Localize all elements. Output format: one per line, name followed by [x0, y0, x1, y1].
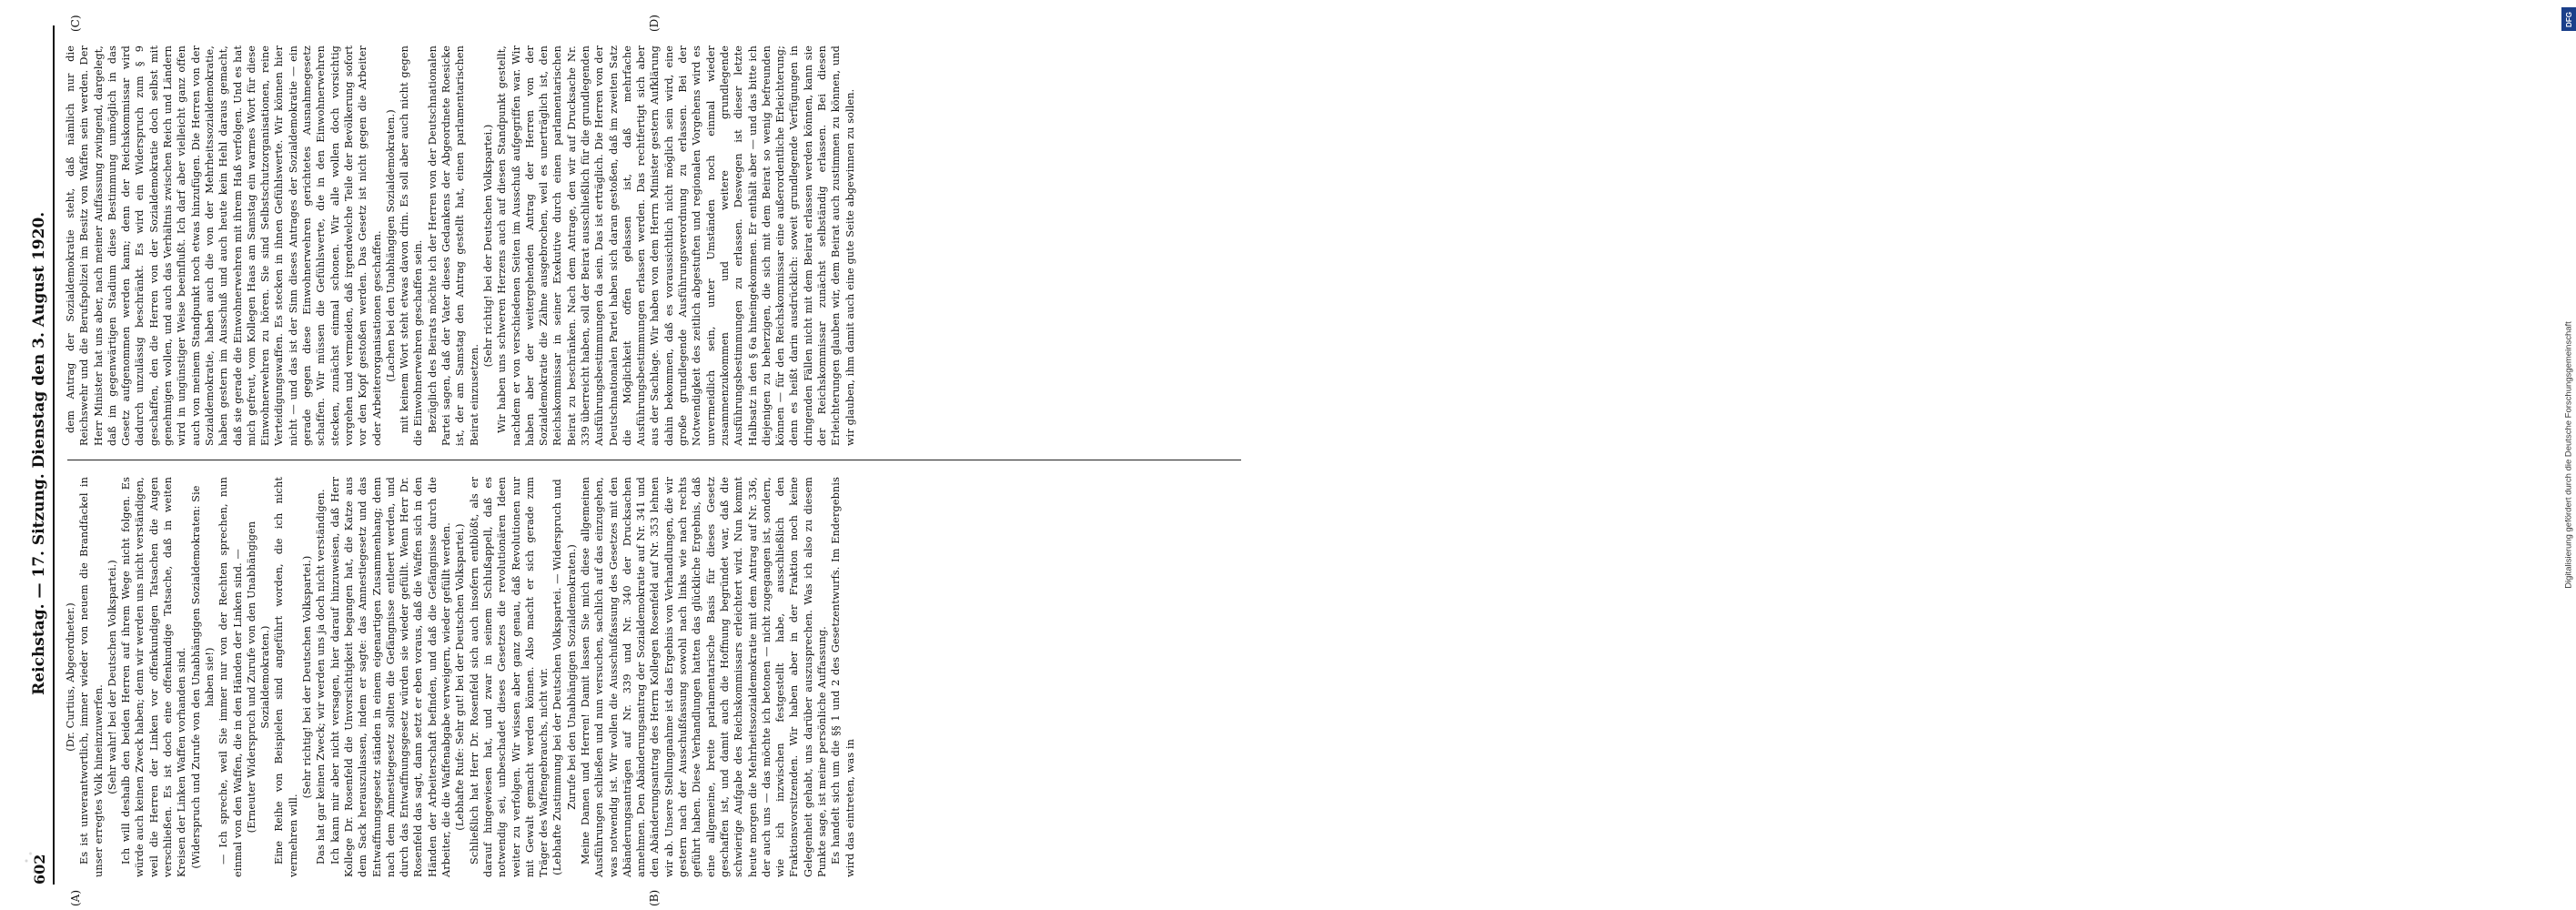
parenthetical-remark: (Sehr richtig! bei der Deutschen Volkspartei.): [301, 555, 314, 799]
left-text-column: [64, 477, 1265, 877]
right-text-column: [64, 46, 1265, 446]
digitization-sidebar: [1278, 0, 2574, 910]
paragraph: mit keinem Wort steht etwas davon drin. Es soll aber auch nicht gegen die Einwohnerwehren geschaffen sein.: [399, 46, 425, 446]
paragraph: Ich will deshalb den beiden Herren auf ihrem Wege nicht folgen. Es würde auch keinen Zweck haben; denn wir werden uns nicht verständigen, weil die Herren der Linken vor offenkundigen Tatsachen die Augen verschließen. Es ist doch eine offenkundige Tatsache, daß in weiten Kreisen der Linken Waffen vorhanden sind.: [120, 477, 188, 877]
parenthetical-remark: (Lachen bei den Unabhängigen Sozialdemokraten.): [384, 109, 397, 382]
paragraph: Es ist unverantwortlich, immer wieder von neuem die Brandfackel in unser erregtes Volk hineinzuwerfen.: [78, 477, 105, 877]
margin-letter-b: (B): [648, 889, 661, 906]
paragraph: Eine Reihe von Beispielen sind angeführt worden, die ich nicht vermehren will.: [273, 477, 299, 877]
parenthetical-remark: (Lebhafte Zustimmung bei der Deutschen Volkspartei. — Widerspruch und Zurufe bei den Unabhängigen Sozialdemokraten.): [551, 479, 578, 875]
margin-letter-d: (D): [648, 15, 661, 32]
paragraph: — Ich spreche, weil Sie immer nur von der Rechten sprechen, nun einmal von den Waffen, die in den Händen der Linken sind. —: [217, 477, 244, 877]
dfg-logo-icon: DFG: [2561, 7, 2576, 31]
parenthetical-remark: (Erneuter Widerspruch und Zurufe von den Unabhängigen Sozialdemokraten.): [245, 521, 272, 834]
margin-letter-c: (C): [69, 15, 82, 32]
margin-letter-a: (A): [69, 889, 82, 906]
paragraph: Schließlich hat Herr Dr. Rosenfeld sich auch insofern entblößt, als er darauf hingewiesen hat, und zwar in seinem Schlußappell, daß es notwendig sei, unbeschadet dieses Gesetzes die revolutionären Ideen weiter zu verfolgen. Wir wissen aber ganz genau, daß Revolutionen nur mit Gewalt gemacht werden können. Also macht er sich gerade zum Träger des Waffengebrauchs, nicht wir.: [468, 477, 551, 877]
paragraph: Meine Damen und Herren! Damit lassen Sie mich diese allgemeinen Ausführungen schließen und nun versuchen, sachlich auf das einzugehen, was notwendig ist. Wir wollen die Ausschußfassung des Gesetzes mit den Abänderungsanträgen auf Nr. 339 und Nr. 340 der Drucksachen annehmen. Den Abänderungsantrag der Sozialdemokratie auf Nr. 341 und den Abänderungsantrag des Herrn Kollegen Rosenfeld auf Nr. 353 lehnen wir ab. Unsere Stellungnahme ist das Ergebnis von Verhandlungen, die wir gestern nach der Ausschußfassung sowohl nach links wie nach rechts geführt haben. Diese Verhandlungen hatten das glückliche Ergebnis, daß eine allgemeine, breite parlamentarische Basis für dieses Gesetz geschaffen ist, und damit auch die Hoffnung begründet war, daß die schwierige Aufgabe des Reichskommissars erleichtert wird. Nun kommt heute morgen die Mehrheitssozialdemokratie mit dem Antrag auf Nr. 336, der auch uns — das möchte ich betonen — nicht zugegangen ist, sondern, wie ich inzwischen festgestellt habe, ausschließlich den Fraktionsvorsitzenden. Wir haben aber in der Fraktion noch keine Gelegenheit gehabt, uns darüber auszusprechen. Was ich also zu diesem Punkte sage, ist meine persönliche Auffassung.: [579, 477, 829, 877]
page-spread: [0, 0, 1265, 910]
parenthetical-remark: (Sehr wahr! bei der Deutschen Volkspartei.): [106, 560, 118, 794]
parenthetical-remark: (Sehr richtig! bei der Deutschen Volkspartei.): [481, 124, 494, 368]
scan-speckle: [18, 846, 45, 883]
paragraph: Das hat gar keinen Zweck; wir werden uns ja doch nicht verständigen.: [315, 489, 328, 864]
paragraph: Ich kann mir aber nicht versagen, hier darauf hinzuweisen, daß Herr Kollege Dr. Rosenfeld die Unvorsichtigkeit begangen hat, die Katze aus dem Sack herauszulassen, indem er sagte: das Amnestiegesetz und das Entwaffnungsgesetz ständen in einem eigenartigen Zusammenhang; denn nach dem Amnestiegesetz sollten die Gefängnisse entleert werden, und durch das Entwaffnungsgesetz würden sie wieder gefüllt. Wenn Herr Dr. Rosenfeld das sagt, dann setzt er eben voraus, daß die Waffen sich in den Händen der Arbeiterschaft befinden, und daß die Gefängnisse durch die Arbeiter, die die Waffenabgabe verweigern, wieder gefüllt werden.: [328, 477, 453, 877]
digitization-credit: Digitalisierung gefördert durch die Deutsche Forschungsgemeinschaft: [2563, 321, 2574, 589]
paragraph: dem Antrag der Sozialdemokratie steht, daß nämlich nur die Reichswehr und die Berufspolizei im Besitz von Waffen sein werden. Der Herr Minister hat uns aber, nach meiner Auffassung zwingend, dargelegt, daß im gegenwärtigen Stadium diese Bestimmung unmöglich in das Gesetz aufgenommen werden kann; denn der Reichskommissar wird dadurch unzulässig beschränkt. Es wird ein Widerspruch zum § 9 geschaffen, den die Herren von der Sozialdemokratie doch selbst mit genehmigen wollen, und auch das Verhältnis zwischen Reich und Ländern wird in ungünstiger Weise beeinflußt. Ich darf aber vielleicht ganz offen auch von meinem Standpunkt noch etwas hinzufügen. Die Herren von der Sozialdemokratie, haben auch die von der Mehrheitssozialdemokratie, haben gestern im Ausschuß und auch heute kein Hehl daraus gemacht, daß sie gerade die Einwohnerwehren mit ihrem Haß verfolgen. Und es hat mich gefreut, vom Kollegen Haas am Samstag ein warmes Wort für diese Einwohnerwehren zu hören. Sie sind Selbstschutzorganisationen, reine Verteidigungswaffen. Es stecken in ihnen Gefühlswerte. Wir können hier nicht — und das ist der Sinn dieses Antrages der Sozialdemokratie — ein gerade gegen diese Einwohnerwehren gerichtetes Ausnahmegesetz schaffen. Wir müssen die Gefühlswerte, die in den Einwohnerwehren stecken, zunächst einmal schonen. Wir alle wollen doch vorsichtig vorgehen und vermeiden, daß irgendwelche Teile der Bevölkerung sofort vor den Kopf gestoßen werden. Das Gesetz ist nicht gegen die Arbeiter oder Arbeiterorganisationen geschaffen.: [65, 46, 383, 446]
parenthetical-remark: (Widerspruch und Zurufe von den Unabhängigen Sozialdemokraten: Sie haben sie!): [189, 485, 216, 869]
parenthetical-remark: (Dr. Curtius, Abgeordneter.): [65, 602, 76, 752]
page-title: Reichstag. — 17. Sitzung. Dienstag den 3. August 1920.: [30, 211, 48, 695]
paragraph: Wir haben uns schweren Herzens auch auf diesen Standpunkt gestellt, nachdem er von verschiedenen Seiten im Ausschuß aufgegriffen war. Wir haben aber der weitergehenden Antrag der Herren von der Sozialdemokratie die Zähne ausgebrochen, weil es unerträglich ist, den Reichskommissar in seiner Exekutive durch einen parlamentarischen Beirat zu beschränken. Nach dem Antrage, den wir auf Drucksache Nr. 339 überreicht haben, soll der Beirat ausschließlich für die grundlegenden Ausführungsbestimmungen da sein. Das ist erträglich. Die Herren von der Deutschnationalen Partei haben sich daran gestoßen, daß im zweiten Satz die Möglichkeit offen gelassen ist, daß mehrfache Ausführungsbestimmungen erlassen werden. Das rechtfertigt sich aber aus der Sachlage. Wir haben von dem Herrn Minister gestern Aufklärung dahin bekommen, daß es voraussichtlich nicht möglich sein wird, eine große grundlegende Ausführungsverordnung zu erlassen. Bei der Notwendigkeit des zeitlich abgestuften und regionalen Vorgehens wird es unvermeidlich sein, unter Umständen noch einmal wieder zusammenzukommen und weitere grundlegende Ausführungsbestimmungen zu erlassen. Deswegen ist dieser letzte Halbsatz in den § 6a hineingekommen. Er enthält aber — und das bitte ich diejenigen zu beherzigen, die sich mit dem Beirat so wenig befreunden können — für den Reichskommissar eine außerordentliche Erleichterung; denn es heißt darin ausdrücklich: soweit grundlegende Verfügungen in dringenden Fällen nicht mit dem Beirat erlassen werden können, kann sie der Reichskommissar zunächst selbständig erlassen. Bei diesen Erleichterungen glauben wir, dem Beirat auch zustimmen zu können, und wir glauben, ihm damit auch eine gute Seite abgewinnen zu sollen.: [496, 46, 856, 446]
paragraph: Bezüglich des Beirats möchte ich der Herren von der Deutschnationalen Partei sagen, daß der Vater dieses Gedankens der Abgeordnete Roesicke ist, der am Samstag den Antrag gestellt hat, einen parlamentarischen Beirat einzusetzen.: [426, 46, 480, 446]
page-header: [27, 25, 55, 885]
page-number: 602: [30, 854, 48, 885]
parenthetical-remark: (Lebhafte Rufe: Sehr gut! bei der Deutschen Volkspartei.): [454, 523, 467, 831]
paragraph: Es handelt sich um die §§ 1 und 2 des Gesetzentwurfs. Im Endergebnis wird das eintreten, was in: [830, 477, 856, 877]
